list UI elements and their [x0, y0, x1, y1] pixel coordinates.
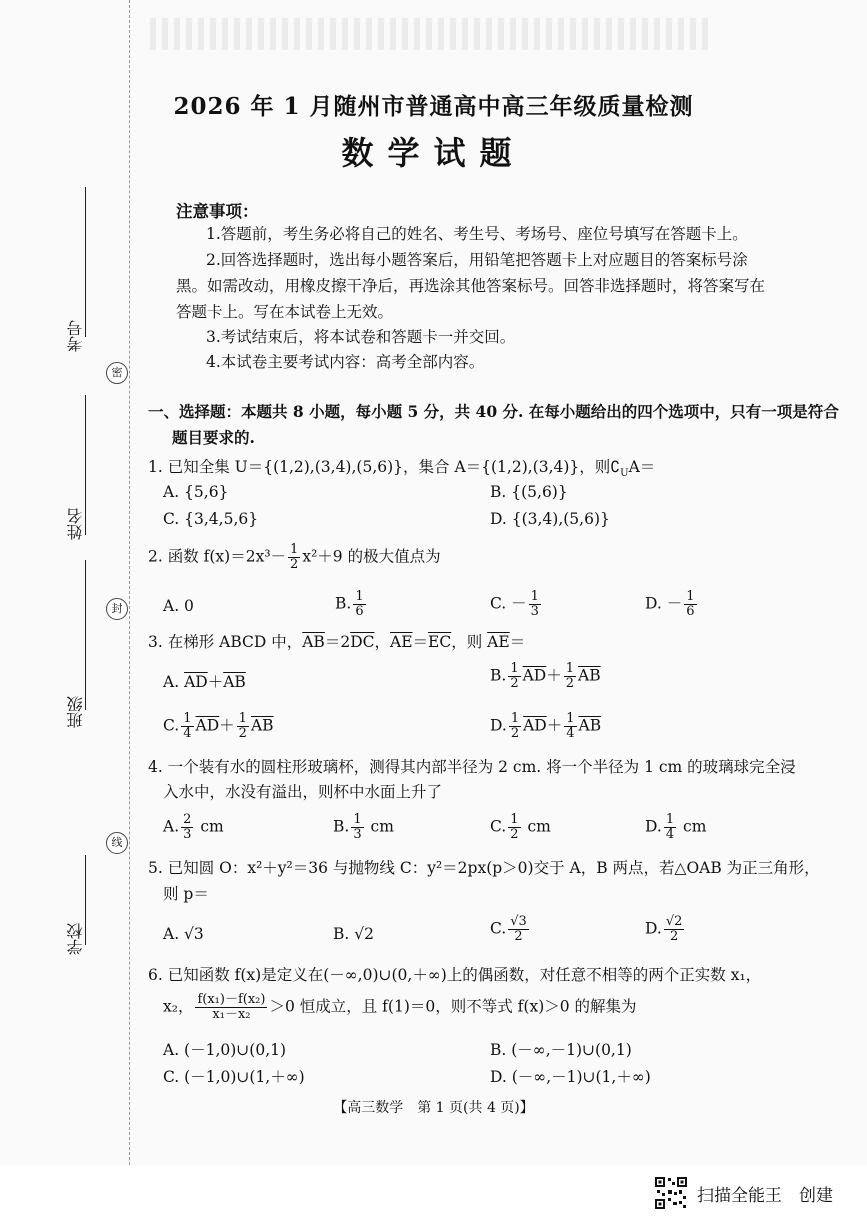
q3-tail: ＝ — [509, 633, 526, 651]
exam-no-label: 考号 — [66, 320, 85, 352]
q3-stem — [148, 630, 525, 652]
q6-line2-post: ＞0 恒成立，且 f(1)＝0，则不等式 f(x)＞0 的解集为 — [269, 997, 637, 1016]
q3-c-vec2: $\overline{AB}$ — [250, 716, 274, 735]
q3-c-n1: 1 — [183, 711, 192, 726]
q5-d-num: √2 — [665, 914, 683, 929]
q2-b-label: B. — [335, 594, 352, 613]
q4-c-num: 1 — [510, 812, 519, 827]
q3-then: ，则 — [451, 633, 488, 651]
q2-b-num: 1 — [355, 589, 364, 604]
q3-eq2: ＝2 — [324, 633, 351, 651]
q3-c-d1: 4 — [183, 726, 192, 741]
q1-stem — [148, 455, 655, 479]
q3-b-frac1 — [508, 662, 520, 691]
q3-b-plus: ＋ — [546, 666, 562, 685]
bleed-through-mark — [150, 18, 710, 50]
class-label: 班级 — [66, 696, 85, 728]
q5-d-den: 2 — [669, 929, 679, 944]
q5-c-den: 2 — [514, 929, 523, 944]
q6-option-c: C. (－1,0)∪(1,＋∞) — [163, 1068, 305, 1086]
q3-d-n1: 1 — [510, 711, 520, 726]
q4-a-den: 3 — [183, 827, 192, 842]
q1-option-b: B. {(5,6)} — [490, 483, 568, 501]
exam-title: 2026 年 1 月随州市普通高中高三年级质量检测 — [173, 93, 694, 120]
q3-c-frac1 — [181, 712, 193, 741]
q4-option-a — [163, 813, 224, 842]
section-1-heading: 一、选择题：本题共 8 小题，每小题 5 分，共 40 分. 在每小题给出的四个选项中，只有一项是符合 — [148, 402, 839, 421]
q6-option-d: D. (－∞,－1)∪(1,＋∞) — [490, 1068, 651, 1086]
q1-option-a: A. {5,6} — [163, 483, 229, 501]
notice-heading: 注意事项： — [176, 202, 259, 221]
q5-c-fraction — [508, 915, 529, 944]
q6-option-b: B. (－∞,－1)∪(0,1) — [490, 1041, 632, 1059]
section-1-heading-cont: 题目要求的. — [172, 428, 255, 447]
q3-d-d2: 4 — [566, 726, 575, 741]
q4-option-c — [490, 813, 551, 842]
q4-a-unit: cm — [200, 817, 224, 836]
q3-d-plus: ＋ — [546, 716, 563, 735]
binding-line — [129, 0, 130, 1165]
q3-c-d2: 2 — [238, 726, 247, 741]
q3-c-n2: 1 — [238, 711, 247, 726]
q4-a-num: 2 — [183, 812, 192, 827]
q4-stem-line1: 4. 一个装有水的圆柱形玻璃杯，测得其内部半径为 2 cm. 将一个半径为 1 cm 的玻璃球完全浸 — [148, 758, 796, 776]
q4-b-num: 1 — [353, 812, 362, 827]
q4-b-den: 3 — [353, 827, 362, 842]
q3-option-d — [490, 712, 601, 741]
q5-option-d — [645, 915, 686, 944]
q3-b-vec1: $\overline{AD}$ — [522, 666, 547, 685]
q3-option-b — [490, 662, 601, 691]
q3-vec-ab: $\overline{AB}$ — [302, 633, 325, 651]
q3-option-a — [163, 670, 246, 692]
q4-c-label: C. — [490, 817, 507, 836]
q4-b-unit: cm — [370, 817, 394, 836]
q3-d-vec1: $\overline{AD}$ — [523, 716, 547, 735]
q3-b-frac2 — [564, 662, 576, 691]
q1-stem-text: 1. 已知全集 U＝{(1,2),(3,4),(5,6)}，集合 A＝{(1,2),(3,4)}，则∁ — [148, 458, 621, 476]
name-label: 姓名 — [66, 508, 85, 540]
q3-b-n1: 1 — [510, 661, 519, 676]
q4-option-b — [333, 813, 394, 842]
q4-c-fraction — [508, 813, 520, 842]
q3-a-plus: ＋ — [207, 673, 224, 691]
q3-comma: ， — [374, 633, 391, 651]
q2-stem-b: x²＋9 的极大值点为 — [302, 547, 441, 566]
q6-frac-den: x₁－x₂ — [212, 1007, 251, 1022]
q2-option-d — [645, 590, 699, 619]
q2-d-label: D. － — [645, 594, 683, 613]
q3-option-c — [163, 712, 274, 741]
q6-fraction — [195, 993, 267, 1022]
seal-mark-2: 封 — [106, 598, 128, 620]
q3-b-label: B. — [490, 666, 507, 685]
q3-b-vec2: $\overline{AB}$ — [578, 666, 601, 685]
q1-option-d: D. {(3,4),(5,6)} — [490, 510, 610, 528]
notice-item-2c: 答题卡上。写在本试卷上无效。 — [176, 303, 394, 321]
q6-stem-line1: 6. 已知函数 f(x)是定义在(－∞,0)∪(0,＋∞)上的偶函数，对任意不相等的两个正实数 x₁， — [148, 966, 762, 984]
q3-vec-ae-2: $\overline{AE}$ — [487, 633, 510, 651]
notice-item-4: 4.本试卷主要考试内容：高考全部内容。 — [206, 353, 485, 371]
q3-d-d1: 2 — [510, 726, 520, 741]
q3-d-frac2 — [564, 712, 576, 741]
q2-frac-den: 2 — [290, 557, 299, 572]
notice-item-3: 3.考试结束后，将本试卷和答题卡一并交回。 — [206, 328, 516, 346]
q3-vec-ec: $\overline{EC}$ — [428, 633, 452, 651]
q3-eq: ＝ — [412, 633, 429, 651]
qr-code-icon — [654, 1176, 688, 1210]
q6-stem-line2 — [163, 993, 637, 1022]
q6-line2-pre: x₂， — [163, 997, 194, 1016]
q3-vec-ae: $\overline{AE}$ — [390, 633, 413, 651]
q3-a-vec1: $\overline{AD}$ — [184, 673, 208, 691]
q4-b-label: B. — [333, 817, 350, 836]
q2-option-b — [335, 590, 368, 619]
q4-d-label: D. — [645, 817, 662, 836]
q1-stem-end: A＝ — [628, 458, 656, 476]
q3-a-vec2: $\overline{AB}$ — [223, 673, 246, 691]
q2-b-fraction — [353, 590, 365, 619]
q2-frac-num: 1 — [290, 542, 299, 557]
q1-complement-sub: U — [620, 468, 629, 480]
seal-mark-1: 密 — [106, 362, 128, 384]
q3-c-frac2 — [237, 712, 249, 741]
q2-option-c — [490, 590, 543, 619]
q2-c-num: 1 — [530, 589, 539, 604]
q4-d-num: 1 — [665, 812, 675, 827]
q3-b-d1: 2 — [510, 676, 519, 691]
scanner-watermark: 扫描全能王 创建 — [697, 1186, 833, 1206]
q3-b-n2: 1 — [565, 661, 575, 676]
q5-option-b: B. √2 — [333, 925, 374, 943]
q6-option-a: A. (－1,0)∪(0,1) — [163, 1041, 287, 1059]
q2-b-den: 6 — [355, 604, 364, 619]
q3-d-frac1 — [509, 712, 521, 741]
q3-c-vec1: $\overline{AD}$ — [195, 716, 220, 735]
q1-option-c: C. {3,4,5,6} — [163, 510, 259, 528]
subject-title: 数学试题 — [341, 134, 526, 172]
q4-stem-line2: 入水中，水没有溢出，则杯中水面上升了 — [163, 783, 443, 801]
q4-d-unit: cm — [683, 817, 707, 836]
q2-option-a: A. 0 — [163, 597, 194, 615]
q3-stem-a: 3. 在梯形 ABCD 中， — [148, 633, 303, 651]
q2-fraction — [288, 543, 300, 572]
q3-b-d2: 2 — [565, 676, 575, 691]
q4-a-fraction — [181, 813, 193, 842]
seal-mark-3: 线 — [106, 832, 128, 854]
q4-d-den: 4 — [665, 827, 675, 842]
q4-option-d — [645, 813, 706, 842]
q5-option-c — [490, 915, 531, 944]
q2-d-fraction — [684, 590, 696, 619]
q5-stem-line2: 则 p＝ — [163, 885, 209, 903]
q5-c-label: C. — [490, 919, 507, 938]
q4-b-fraction — [351, 813, 363, 842]
q3-d-vec2: $\overline{AB}$ — [578, 716, 602, 735]
q2-stem-a: 2. 函数 f(x)＝2x³－ — [148, 547, 287, 566]
q4-d-fraction — [664, 813, 676, 842]
q3-c-label: C. — [163, 716, 180, 735]
q3-d-n2: 1 — [566, 711, 575, 726]
q5-d-label: D. — [645, 919, 662, 938]
q4-a-label: A. — [163, 817, 180, 836]
q5-d-fraction — [664, 915, 685, 944]
q5-c-num: √3 — [510, 914, 527, 929]
notice-item-2a: 2.回答选择题时，选出每小题答案后，用铅笔把答题卡上对应题目的答案标号涂 — [206, 251, 748, 269]
q2-c-den: 3 — [530, 604, 539, 619]
q4-c-unit: cm — [527, 817, 551, 836]
q2-c-fraction — [529, 590, 541, 619]
q6-frac-num: f(x₁)－f(x₂) — [197, 992, 266, 1007]
q5-option-a: A. √3 — [163, 925, 204, 943]
q2-d-den: 6 — [686, 604, 695, 619]
q3-d-label: D. — [490, 716, 507, 735]
school-label: 学校 — [66, 923, 85, 955]
q4-c-den: 2 — [510, 827, 519, 842]
q2-c-label: C. － — [490, 594, 527, 613]
q5-stem-line1: 5. 已知圆 O：x²＋y²＝36 与抛物线 C：y²＝2px(p＞0)交于 A，B 两点，若△OAB 为正三角形， — [148, 859, 820, 877]
page-footer: 【高三数学 第 1 页(共 4 页)】 — [333, 1100, 534, 1116]
notice-item-1: 1.答题前，考生务必将自己的姓名、考生号、考场号、座位号填写在答题卡上。 — [206, 225, 748, 243]
q2-d-num: 1 — [686, 589, 695, 604]
q3-a-label: A. — [163, 673, 185, 691]
q3-c-plus: ＋ — [219, 716, 235, 735]
notice-item-2b: 黑。如需改动，用橡皮擦干净后，再选涂其他答案标号。回答非选择题时，将答案写在 — [176, 277, 766, 295]
q2-stem — [148, 543, 441, 572]
q3-vec-dc: $\overline{DC}$ — [350, 633, 375, 651]
